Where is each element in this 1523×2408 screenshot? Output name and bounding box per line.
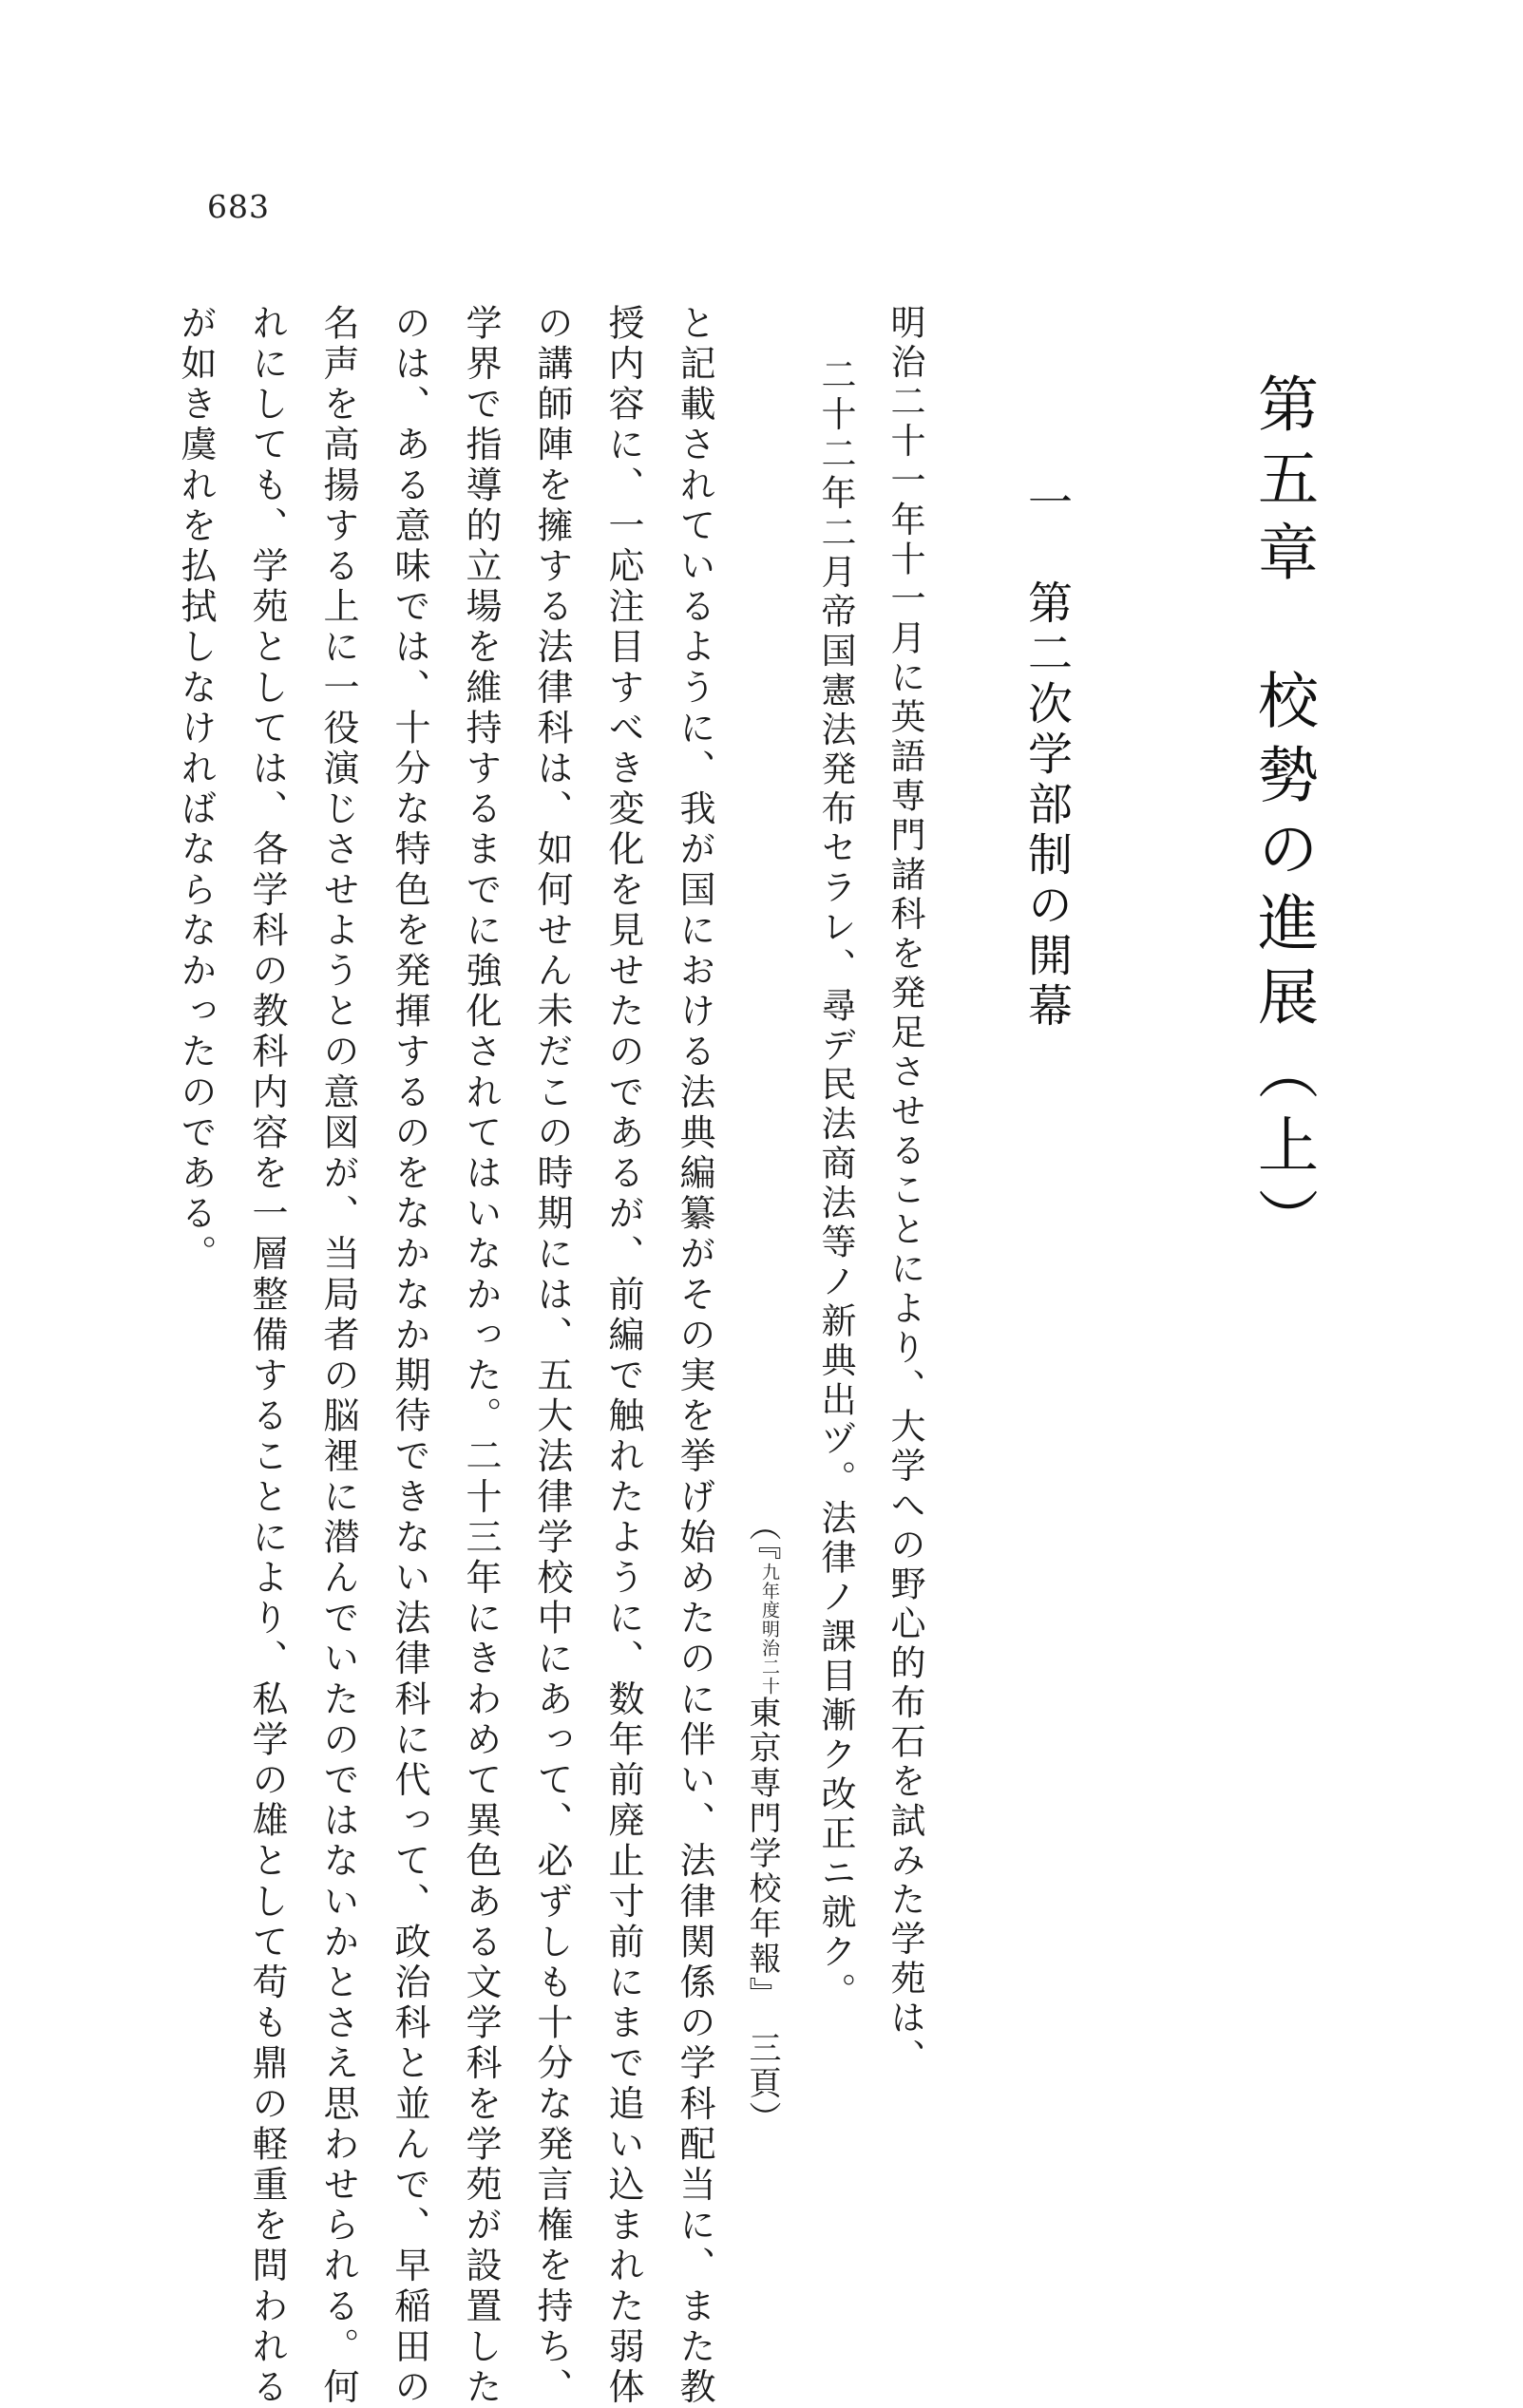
citation-title: 東京専門学校年報』 三頁）	[743, 1696, 781, 2136]
page-number: 683	[207, 188, 270, 225]
body-line: 名声を高揚する上に一役演じさせようとの意図が、当局者の脳裡に潜んでいたのではないかとさえ思わせられる。何	[317, 304, 359, 2408]
citation-open: （『	[743, 1508, 781, 1563]
body-line: れにしても、学苑としては、各学科の教科内容を一層整備することにより、私学の雄として苟も鼎の軽重を問われる	[246, 304, 288, 2408]
citation-warichu	[746, 1563, 778, 1696]
body-line: のは、ある意味では、十分な特色を発揮するのをなかなか期待できない法律科に代って、政治科と並んで、早稲田の	[389, 304, 430, 2408]
body-line: 授内容に、一応注目すべき変化を見せたのであるが、前編で触れたように、数年前廃止寸前にまで追い込まれた弱体	[602, 304, 644, 2408]
quote-line-1: 明治二十一年十一月に英語専門諸科を発足させることにより、大学への野心的布石を試みた学苑は、	[885, 304, 925, 2078]
chapter-title: 第五章 校勢の進展（上）	[1247, 372, 1318, 1261]
section-title: 一 第二次学部制の開幕	[1020, 479, 1073, 1033]
citation	[743, 1508, 781, 2136]
body-line: 学界で指導的立場を維持するまでに強化されてはいなかった。二十三年にきわめて異色ある文学科を学苑が設置した	[460, 304, 502, 2408]
quote-line-2: 二十二年二月帝国憲法発布セラレ、尋デ民法商法等ノ新典出ヅ。法律ノ課目漸ク改正ニ就ク。	[815, 356, 856, 2012]
warichu-left: 九年度	[759, 1563, 780, 1620]
body-line: と記載されているように、我が国における法典編纂がその実を挙げ始めたのに伴い、法律関係の学科配当に、また教	[674, 304, 715, 2408]
warichu-right: 明治二十	[759, 1620, 780, 1696]
body-line: が如き虞れを払拭しなければならなかったのである。	[175, 304, 217, 1276]
body-line: の講師陣を擁する法律科は、如何せん未だこの時期には、五大法律学校中にあって、必ずしも十分な発言権を持ち、	[531, 304, 573, 2408]
